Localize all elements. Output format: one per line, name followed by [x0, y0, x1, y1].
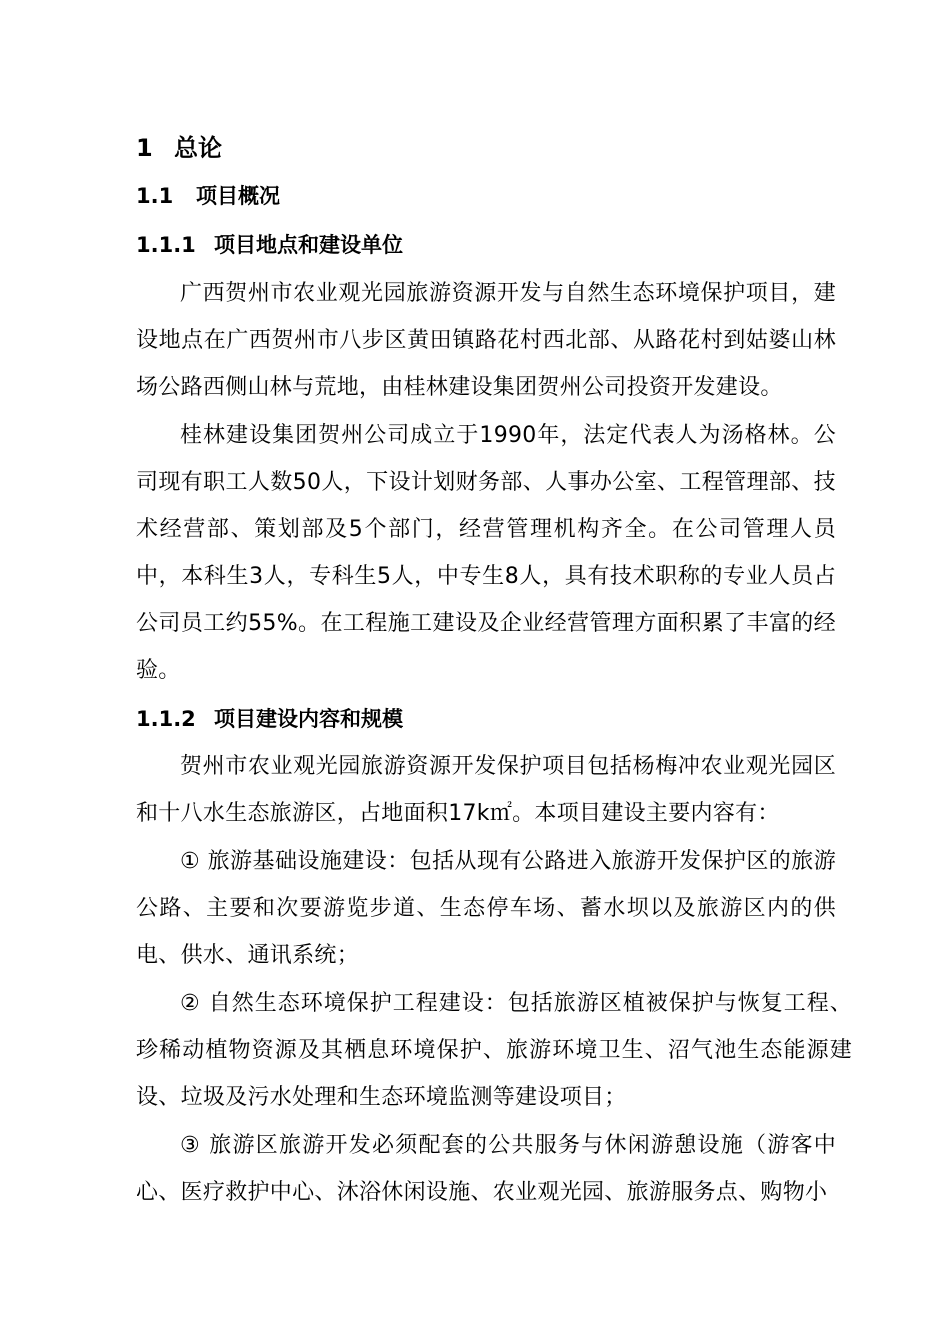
paragraph-project-scope: 贺州市农业观光园旅游资源开发保护项目包括杨梅冲农业观光园区和十八水生态旅游区，占地面积17k㎡。本项目建设主要内容有： [136, 754, 836, 826]
chapter-number: 1 [136, 134, 153, 162]
subsection-heading [136, 227, 403, 263]
subsection-title: 项目建设内容和规模 [214, 707, 403, 731]
section-number: 1.1 [136, 184, 174, 208]
list-item-public-services: ③ 旅游区旅游开发必须配套的公共服务与休闲游憩设施（游客中心、医疗救护中心、沐浴休闲设施、农业观光园、旅游服务点、购物小 [136, 1133, 836, 1205]
list-item-ecological-protection: ② 自然生态环境保护工程建设：包括旅游区植被保护与恢复工程、珍稀动植物资源及其栖息环境保护、旅游环境卫生、沼气池生态能源建设、垃圾及污水处理和生态环境监测等建设项目； [136, 991, 852, 1110]
list-item-infrastructure: ① 旅游基础设施建设：包括从现有公路进入旅游开发保护区的旅游公路、主要和次要游览步道、生态停车场、蓄水坝以及旅游区内的供电、供水、通讯系统； [136, 849, 836, 968]
subsection-title: 项目地点和建设单位 [214, 233, 403, 257]
paragraph-company-profile: 桂林建设集团贺州公司成立于1990年，法定代表人为汤格林。公司现有职工人数50人，下设计划财务部、人事办公室、工程管理部、技术经营部、策划部及5个部门，经营管理机构齐全。在公司管理人员中，本科生3人，专科生5人，中专生8人，具有技术职称的专业人员占公司员工约55%。在工程施工建设及企业经营管理方面积累了丰富的经验。 [136, 423, 836, 683]
section-title: 项目概况 [196, 184, 280, 208]
section-heading [136, 178, 280, 214]
subsection-heading [136, 701, 403, 737]
chapter-title: 总论 [174, 134, 222, 162]
subsection-number: 1.1.2 [136, 707, 196, 731]
subsection-number: 1.1.1 [136, 233, 196, 257]
chapter-heading [136, 128, 222, 168]
paragraph-project-location: 广西贺州市农业观光园旅游资源开发与自然生态环境保护项目，建设地点在广西贺州市八步区黄田镇路花村西北部、从路花村到姑婆山林场公路西侧山林与荒地，由桂林建设集团贺州公司投资开发建设。 [136, 281, 836, 400]
